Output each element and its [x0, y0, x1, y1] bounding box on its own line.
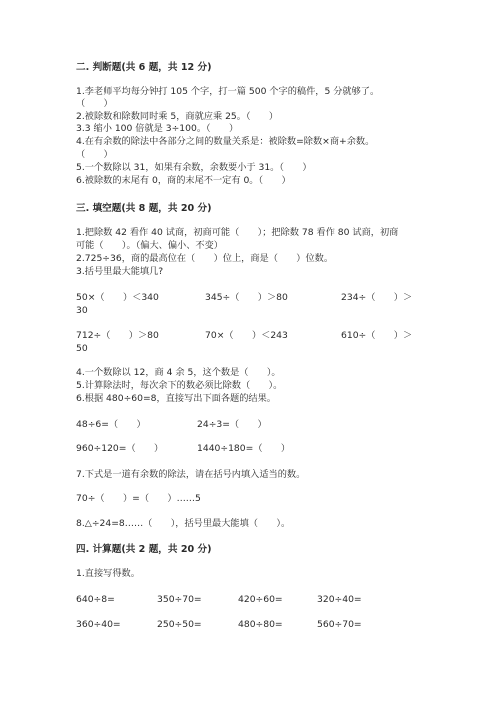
- question-text: 6.根据 480÷60=8，直接写出下面各题的结果。: [76, 393, 276, 404]
- question-text: 2.725÷36，商的最高位在（ ）位上，商是（ ）位数。: [76, 253, 334, 264]
- section-title-calculation: 四. 计算题(共 2 题，共 20 分): [76, 544, 212, 555]
- question-text: 可能（ ）。（偏大、偏小、不变）: [76, 240, 223, 251]
- inequality-item: 234÷（ ）＞: [341, 292, 413, 303]
- question-text: 4.一个数除以 12，商 4 余 5，这个数是（ ）。: [76, 367, 281, 378]
- section-title-fill-in: 三. 填空题(共 8 题，共 20 分): [76, 203, 212, 214]
- division-expression: 70÷（ ）=（ ）……5: [76, 493, 201, 504]
- question-text: 1.李老师平均每分钟打 105 个字，打一篇 500 个字的稿件，5 分就够了。: [76, 86, 380, 97]
- inequality-item: 345÷（ ）＞80: [205, 292, 288, 303]
- division-item: 960÷120=（ ）: [76, 443, 164, 454]
- inequality-item: 50×（ ）＜340: [76, 292, 159, 303]
- question-text: 8.△÷24=8……（ ），括号里最大能填（ ）。: [76, 518, 291, 529]
- division-item: 48÷6=（ ）: [76, 419, 146, 430]
- question-text: 4.在有余数的除法中各部分之间的数量关系是：被除数=除数×商+余数。: [76, 136, 375, 147]
- question-text: 1.把除数 42 看作 40 试商，初商可能（ ）；把除数 78 看作 80 试商，初商: [76, 227, 399, 238]
- question-text: 3.3 缩小 100 倍就是 3÷100。（ ）: [76, 123, 239, 134]
- question-text: 6.被除数的末尾有 0，商的末尾不一定有 0。（ ）: [76, 175, 291, 186]
- calc-item: 320÷40=: [317, 594, 362, 605]
- answer-blank: （ ）: [76, 149, 113, 160]
- calc-item: 560÷70=: [317, 619, 362, 630]
- question-text: 7.下式是一道有余数的除法，请在括号内填入适当的数。: [76, 469, 306, 480]
- division-item: 24÷3=（ ）: [197, 419, 267, 430]
- inequality-item: 70×（ ）＜243: [205, 330, 288, 341]
- question-text: 5.计算除法时，每次余下的数必须比除数（ ）。: [76, 380, 283, 391]
- inequality-item: 610÷（ ）＞: [341, 330, 413, 341]
- calc-item: 480÷80=: [238, 619, 283, 630]
- inequality-item-wrap: 50: [76, 343, 88, 354]
- question-text: 5.一个数除以 31，如果有余数，余数要小于 31。（ ）: [76, 162, 312, 173]
- question-text: 1.直接写得数。: [76, 568, 140, 579]
- calc-item: 360÷40=: [76, 619, 121, 630]
- inequality-item-wrap: 30: [76, 305, 88, 316]
- division-item: 1440÷180=（ ）: [197, 443, 291, 454]
- section-title-judgement: 二. 判断题(共 6 题，共 12 分): [76, 62, 212, 73]
- calc-item: 350÷70=: [157, 594, 202, 605]
- question-text: 3.括号里最大能填几?: [76, 266, 164, 277]
- answer-blank: （ ）: [76, 98, 113, 109]
- calc-item: 250÷50=: [157, 619, 202, 630]
- question-text: 2.被除数和除数同时乘 5，商就应乘 25。（ ）: [76, 111, 279, 122]
- inequality-item: 712÷（ ）＞80: [76, 330, 159, 341]
- calc-item: 420÷60=: [238, 594, 283, 605]
- calc-item: 640÷8=: [76, 594, 115, 605]
